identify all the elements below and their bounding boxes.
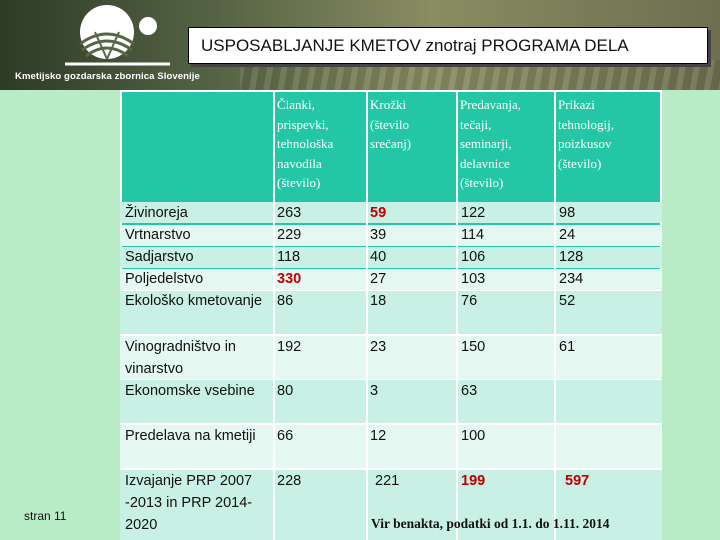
column-divider [456,202,458,540]
row-label: Vrtnarstvo [125,227,191,243]
cell-value: 150 [461,339,486,355]
cell-value: 40 [370,249,387,265]
cell-value: 103 [461,271,486,287]
cell-value: 106 [461,249,486,265]
cell-value: 24 [559,227,576,243]
cell-value: 52 [559,293,576,309]
page-title: USPOSABLJANJE KMETOV znotraj PROGRAMA DELA [201,36,629,55]
cell-value: 18 [370,293,387,309]
header-label-predavanja: Predavanja, tečaji, seminarji, delavnice (število) [460,97,522,190]
column-divider [273,202,275,540]
cell-value: 23 [370,339,387,355]
cell-value: 122 [461,205,486,221]
table-row [120,202,662,223]
row-label: Poljedelstvo [125,271,204,287]
cell-value: 128 [559,249,584,265]
cell-value: 199 [461,473,486,489]
table-row [120,225,662,246]
row-label: Ekološko kmetovanje [125,293,263,309]
field-background [240,60,720,90]
header-label-prikazi: Prikazi tehnologij, poizkusov (število) [558,97,614,171]
kgzs-logo-icon [55,4,175,72]
cell-value: 263 [277,205,302,221]
row-label: Sadjarstvo [125,249,194,265]
cell-value: 229 [277,227,302,243]
row-label: Izvajanje PRP 2007 -2013 in PRP 2014-2020 [125,473,253,533]
row-label: Predelava na kmetiji [125,428,256,444]
cell-value: 39 [370,227,387,243]
cell-value: 66 [277,428,294,444]
data-table [120,90,662,540]
page-number: stran 11 [24,509,67,523]
cell-value: 63 [461,383,478,399]
cell-value: 59 [370,205,387,221]
cell-value: 100 [461,428,486,444]
cell-value: 86 [277,293,294,309]
row-label: Živinoreja [125,205,188,221]
cell-value: 12 [370,428,387,444]
cell-value: 98 [559,205,576,221]
cell-value: 330 [277,271,302,287]
cell-value: 234 [559,271,584,287]
header-label-clanki: Članki, prispevki, tehnološka navodila (število) [277,97,334,190]
row-label: Vinogradništvo in vinarstvo [125,339,236,377]
left-band [0,90,120,540]
cell-value: 80 [277,383,294,399]
cell-value: 114 [461,227,485,243]
column-divider [554,202,556,540]
cell-value: 27 [370,271,387,287]
title-box [188,27,708,64]
column-divider [366,202,368,540]
source-note: Vir benakta, podatki od 1.1. do 1.11. 2014 [371,516,610,531]
header-label-krozki: Krožki (število srečanj) [370,97,412,151]
cell-value: 228 [277,473,302,489]
cell-value: 76 [461,293,478,309]
cell-value: 597 [565,473,590,489]
cell-value: 221 [375,473,400,489]
cell-value: 61 [559,339,576,355]
cell-value: 3 [370,383,379,399]
row-label: Ekonomske vsebine [125,383,255,399]
cell-value: 192 [277,339,302,355]
cell-value: 118 [277,249,301,265]
organization-name: Kmetijsko gozdarska zbornica Slovenije [15,71,200,82]
